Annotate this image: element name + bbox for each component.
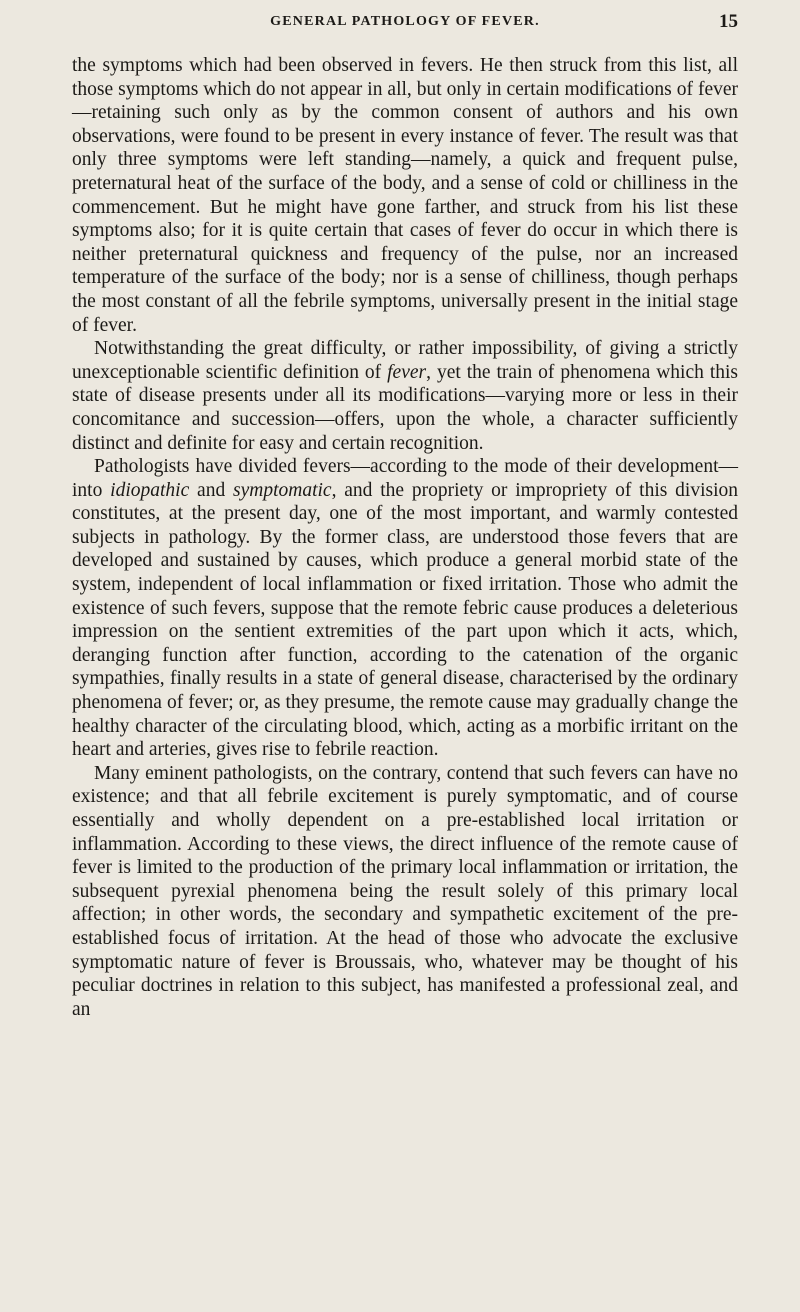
- paragraph-3: [72, 455, 738, 762]
- running-title: GENERAL PATHOLOGY OF FEVER.: [270, 14, 540, 29]
- paragraph-3-text-c: , and the propriety or impropriety of this division constitutes, at the present day, one of the most important, and warmly contested subjects in pathology. By the former class, are understood those fevers that are developed and sustained by causes, which produce a general morbid state of the system, independent of local inflammation or fixed irritation. Those who admit the existence of such fevers, suppose that the remote febric cause produces a deleterious impression on the sentient extremities of the part upon which it acts, which, deranging function after function, according to the catenation of the organic sympathies, finally results in a state of general disease, characterised by the ordinary phenomena of fever; or, as they presume, the remote cause may gradually change the healthy character of the circulating blood, which, acting as a morbific irritant on the heart and arteries, gives rise to febrile reaction.: [72, 479, 738, 761]
- paragraph-2: [72, 337, 738, 455]
- page-number: 15: [719, 11, 738, 32]
- paragraph-2-text-a: Notwithstanding the great difficulty, or rather impossibility, of giving a strictly unexceptionable scientific definition of: [72, 338, 738, 383]
- paragraph-3-text-b: and: [189, 479, 234, 501]
- body-text: [72, 54, 738, 1021]
- paragraph-1: the symptoms which had been observed in fevers. He then struck from this list, all those symptoms which do not appear in all, but only in certain modifications of fever—retaining such only as by the common consent of authors and his own observations, were found to be present in every instance of fever. The result was that only three symptoms were left standing—namely, a quick and frequent pulse, preternatural heat of the surface of the body, and a sense of cold or chilliness in the commencement. But he might have gone farther, and struck from his list these symptoms also; for it is quite certain that cases of fever do occur in which there is neither preternatural quickness and frequency of the pulse, nor an increased temperature of the surface of the body; nor is a sense of chilliness, though perhaps the most constant of all the febrile symptoms, universally present in the initial stage of fever.: [72, 55, 738, 336]
- paragraph-2-text-b: , yet the train of phenomena which this state of disease presents under all its modifications—varying more or less in their concomitance and succession—offers, upon the whole, a character sufficiently distinct and definite for easy and certain recognition.: [72, 361, 738, 454]
- emphasis-idiopathic: idiopathic: [110, 479, 190, 501]
- paragraph-4: Many eminent pathologists, on the contrary, contend that such fevers can have no existence; and that all febrile excitement is purely symptomatic, and of course essentially and wholly dependent on a pre-established local irritation or inflammation. According to these views, the direct influence of the remote cause of fever is limited to the production of the primary local inflammation or irritation, the subsequent pyrexial phenomena being the result solely of this primary local affection; in other words, the secondary and sympathetic excitement of the pre-established focus of irritation. At the head of those who advocate the exclusive symptomatic nature of fever is Broussais, who, whatever may be thought of his peculiar doctrines in relation to this subject, has manifested a professional zeal, and an: [72, 762, 738, 1020]
- paragraph-3-text-a: Pathologists have divided fevers—according to the mode of their development—into: [72, 456, 738, 501]
- emphasis-fever: fever: [387, 361, 427, 383]
- emphasis-symptomatic: symptomatic: [233, 479, 332, 501]
- running-head: [72, 11, 738, 36]
